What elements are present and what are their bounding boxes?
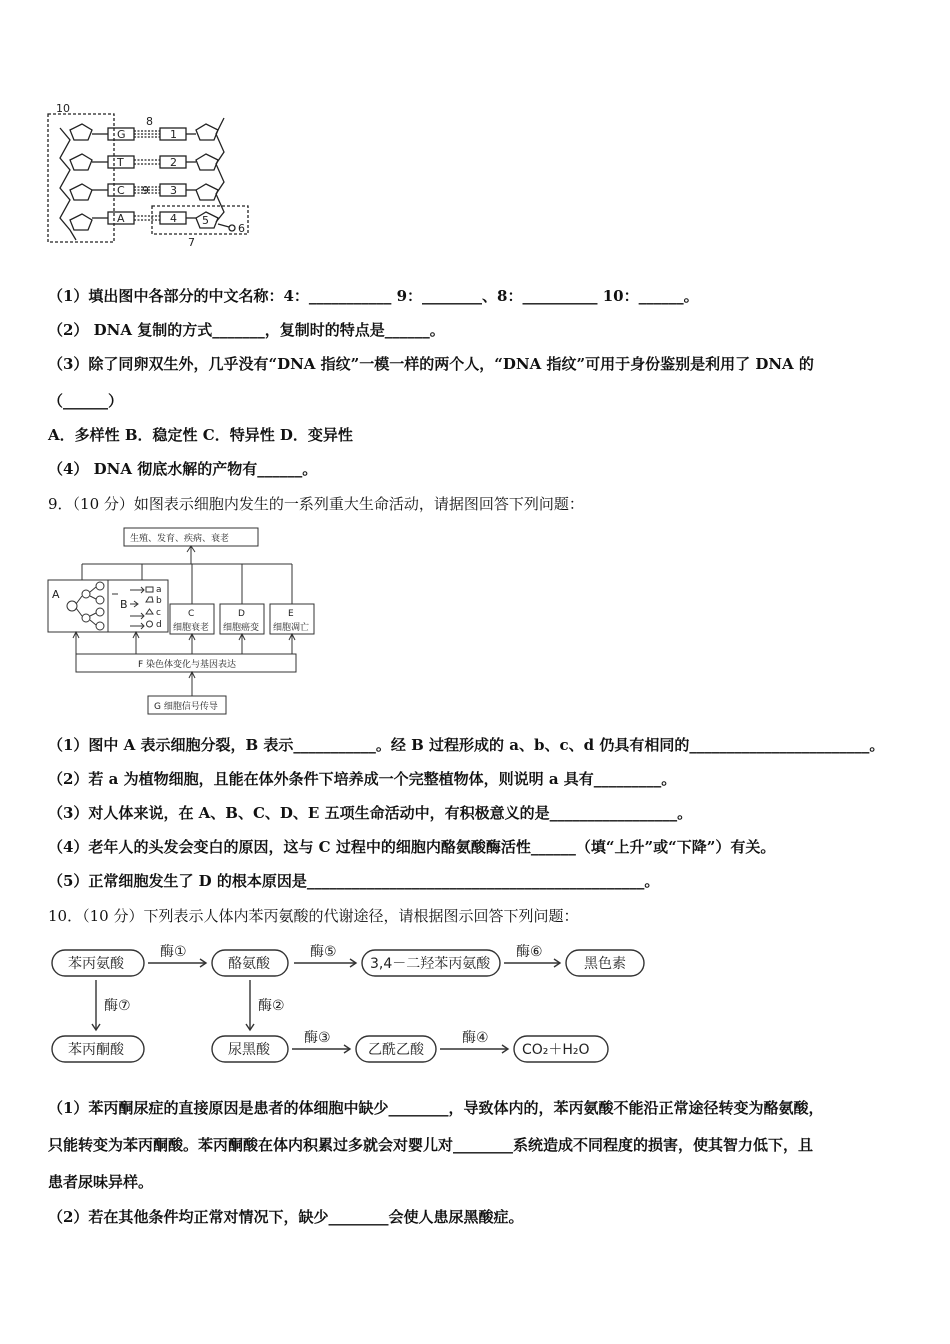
label-a: a xyxy=(156,585,162,595)
sugar xyxy=(196,124,218,140)
label-C: C xyxy=(188,609,195,619)
phenylalanine-pathway-figure xyxy=(46,938,666,1068)
node-text: CO₂＋H₂O xyxy=(522,1042,590,1058)
node-text: 乙酰乙酸 xyxy=(368,1042,424,1058)
label-E: E xyxy=(288,609,294,619)
sugar xyxy=(70,184,92,200)
label-6: 6 xyxy=(238,222,245,235)
sugar xyxy=(70,214,92,230)
q10-subquestion-2: （2）若在其他条件均正常对情况下，缺少________会使人患尿黑酸症。 xyxy=(48,1208,524,1226)
enzyme-label: 酶④ xyxy=(462,1030,489,1046)
q9-subquestion-1: （1）图中 A 表示细胞分裂，B 表示___________。经 B 过程形成的 a、b、c、d 仍具有相同的________________________。 xyxy=(48,736,885,754)
sugar xyxy=(196,184,218,200)
base-left: C xyxy=(117,184,125,197)
label-7: 7 xyxy=(188,236,195,249)
label-5: 5 xyxy=(202,214,209,227)
q10-subquestion-1b: 只能转变为苯丙酮酸。苯丙酮酸在体内积累过多就会对婴儿对________系统造成不同程度的损害，使其智力低下，且 xyxy=(48,1136,814,1154)
base-right: 3 xyxy=(170,184,177,197)
label-c: c xyxy=(156,608,161,618)
q9-subquestion-4: （4）老年人的头发会变白的原因，这与 C 过程中的细胞内酪氨酸酶活性______（填“上升”或“下降”）有关。 xyxy=(48,838,776,856)
q8-subquestion-2: （2） DNA 复制的方式_______，复制时的特点是______。 xyxy=(48,321,445,339)
base-right: 1 xyxy=(170,128,177,141)
box-10 xyxy=(48,114,114,242)
label-D: D xyxy=(238,609,245,619)
cell-activities-figure xyxy=(46,524,326,716)
base-left: A xyxy=(117,212,125,225)
q9-subquestion-5: （5）正常细胞发生了 D 的根本原因是_____________________________________________。 xyxy=(48,872,660,890)
left-backbone xyxy=(60,128,76,240)
base-right: 4 xyxy=(170,212,177,225)
enzyme-label: 酶⑦ xyxy=(104,998,131,1014)
label-10: 10 xyxy=(56,102,70,115)
q10-subquestion-1a: （1）苯丙酮尿症的直接原因是患者的体细胞中缺少________，导致体内的，苯丙氨酸不能沿正常途径转变为酪氨酸， xyxy=(48,1099,824,1117)
q8-subquestion-3a: （3）除了同卵双生外，几乎没有“DNA 指纹”一模一样的两个人，“DNA 指纹”可用于身份鉴别是利用了 DNA 的 xyxy=(48,355,814,373)
q8-subquestion-3b: （______） xyxy=(48,392,124,410)
base-left: T xyxy=(117,156,124,169)
dna-structure-figure xyxy=(42,100,262,250)
text-C: 细胞衰老 xyxy=(173,623,210,633)
q9-title: 9．（10 分）如图表示细胞内发生的一系列重大生命活动，请据图回答下列问题： xyxy=(48,495,584,513)
enzyme-label: 酶⑤ xyxy=(310,944,337,960)
q8-options: A．多样性 B．稳定性 C．特异性 D．变异性 xyxy=(48,426,353,444)
phosphate-6 xyxy=(229,225,235,231)
enzyme-label: 酶③ xyxy=(304,1030,331,1046)
node-text: 尿黑酸 xyxy=(228,1042,270,1058)
q10-title: 10．（10 分）下列表示人体内苯丙氨酸的代谢途径，请根据图示回答下列问题： xyxy=(48,907,579,925)
label-8: 8 xyxy=(146,115,153,128)
text-E: 细胞凋亡 xyxy=(273,623,310,633)
enzyme-label: 酶① xyxy=(160,944,187,960)
q8-subquestion-1: （1）填出图中各部分的中文名称：4：___________ 9：________、8：__________ 10：______。 xyxy=(48,287,699,305)
node-text: 3,4－二羟苯丙氨酸 xyxy=(370,956,491,972)
node-text: 酪氨酸 xyxy=(228,956,270,972)
label-9: 9 xyxy=(142,184,149,197)
enzyme-label: 酶② xyxy=(258,998,285,1014)
label-A: A xyxy=(52,588,60,601)
top-label: 生殖、发育、疾病、衰老 xyxy=(130,534,230,544)
q9-subquestion-2: （2）若 a 为植物细胞，且能在体外条件下培养成一个完整植物体，则说明 a 具有_________。 xyxy=(48,770,677,788)
sugar xyxy=(70,154,92,170)
sugar xyxy=(70,124,92,140)
base-left: G xyxy=(117,128,126,141)
node-text: 黑色素 xyxy=(584,956,626,972)
node-text: 苯丙酮酸 xyxy=(68,1042,124,1058)
label-G: G 细胞信号传导 xyxy=(154,702,218,712)
q8-subquestion-4: （4） DNA 彻底水解的产物有______。 xyxy=(48,460,318,478)
q10-subquestion-1c: 患者尿味异样。 xyxy=(48,1173,154,1191)
label-F: F 染色体变化与基因表达 xyxy=(138,660,237,670)
label-d: d xyxy=(156,620,162,630)
enzyme-label: 酶⑥ xyxy=(516,944,543,960)
base-right: 2 xyxy=(170,156,177,169)
text-D: 细胞癌变 xyxy=(223,623,260,633)
q9-subquestion-3: （3）对人体来说，在 A、B、C、D、E 五项生命活动中，有积极意义的是_________________。 xyxy=(48,804,693,822)
node-text: 苯丙氨酸 xyxy=(68,956,124,972)
label-B: B xyxy=(120,598,128,611)
sugar xyxy=(196,154,218,170)
label-b: b xyxy=(156,596,162,606)
